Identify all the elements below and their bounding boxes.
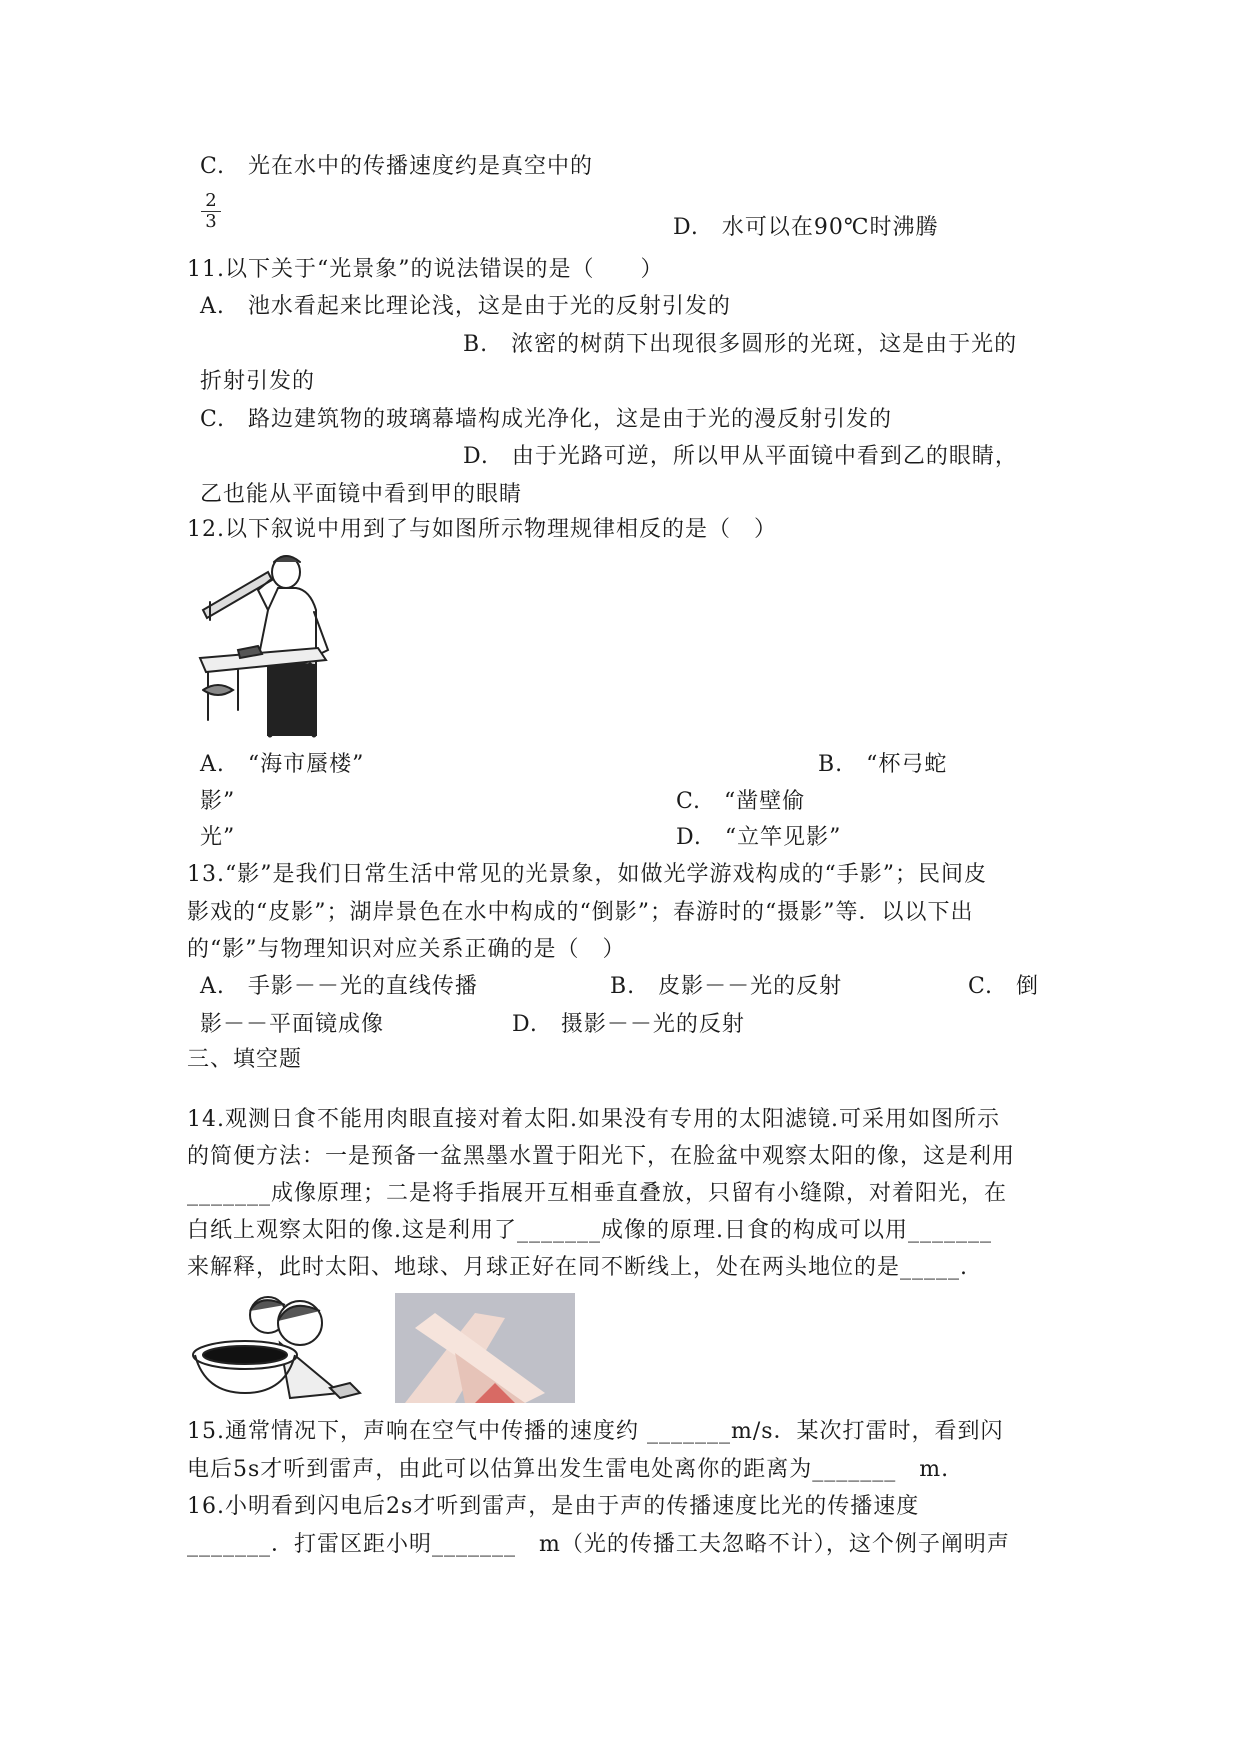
q12-stem: 12.以下叙说中用到了与如图所示物理规律相反的是（ ） [187, 517, 777, 542]
q13-option-c-cont: 影－－平面镜成像 [200, 1012, 385, 1037]
q16-stem-line1: 16.小明看到闪电后2s才听到雷声，是由于声的传播速度比光的传播速度 [187, 1494, 920, 1519]
q12-option-b-cont: 影” [200, 789, 236, 814]
q11-option-d: D. 由于光路可逆，所以甲从平面镜中看到乙的眼睛， [463, 444, 1018, 469]
crossed-hands-figure [395, 1293, 575, 1403]
q15-stem-line2: 电后5s才听到雷声，由此可以估算出发生雷电处离你的距离为_______ m. [187, 1457, 950, 1482]
q11-option-b: B. 浓密的树荫下出现很多圆形的光斑，这是由于光的 [463, 332, 1018, 357]
q11-option-b-cont: 折射引发的 [200, 369, 316, 394]
q10-option-c: C. 光在水中的传播速度约是真空中的 [200, 154, 594, 179]
q12-option-b: B. “杯弓蛇 [818, 752, 948, 777]
q16-stem-line2: _______．打雷区距小明_______ m（光的传播工夫忽略不计），这个例子阐明声 [187, 1532, 1010, 1557]
q14-stem-line5: 来解释，此时太阳、地球、月球正好在同不断线上，处在两头地位的是_____. [187, 1255, 968, 1280]
child-watching-basin-figure [190, 1293, 375, 1403]
q14-stem-line3: _______成像原理；二是将手指展开互相垂直叠放，只留有小缝隙，对着阳光，在 [187, 1181, 1008, 1206]
q11-stem: 11.以下关于“光景象”的说法错误的是（ ） [187, 257, 664, 282]
q14-stem-line1: 14.观测日食不能用肉眼直接对着太阳.如果没有专用的太阳滤镜.可采用如图所示 [187, 1107, 1000, 1132]
carpenter-sighting-figure [198, 550, 358, 740]
q10-option-d: D. 水可以在90℃时沸腾 [673, 215, 939, 240]
q13-stem-line3: 的“影”与物理知识对应关系正确的是（ ） [187, 937, 626, 962]
fraction-denominator: 3 [205, 211, 217, 232]
q12-option-d: D. “立竿见影” [676, 825, 842, 850]
q12-option-c: C. “凿壁偷 [676, 789, 806, 814]
q13-stem-line2: 影戏的“皮影”；湖岸景色在水中构成的“倒影”；春游时的“摄影”等．以以下出 [187, 900, 974, 925]
q13-option-a: A. 手影－－光的直线传播 [200, 974, 478, 999]
q12-option-a: A. “海市蜃楼” [200, 752, 365, 777]
fraction-numerator: 2 [205, 190, 217, 211]
q14-stem-line2: 的简便方法：一是预备一盆黑墨水置于阳光下，在脸盆中观察太阳的像，这是利用 [187, 1144, 1016, 1169]
q13-option-d: D. 摄影－－光的反射 [512, 1012, 745, 1037]
q11-option-d-cont: 乙也能从平面镜中看到甲的眼睛 [200, 482, 523, 507]
fraction-two-thirds [201, 192, 221, 231]
q11-option-c: C. 路边建筑物的玻璃幕墙构成光净化，这是由于光的漫反射引发的 [200, 407, 893, 432]
section-heading-fill-in: 三、填空题 [187, 1047, 303, 1072]
q14-stem-line4: 白纸上观察太阳的像.这是利用了_______成像的原理.日食的构成可以用_______ [187, 1218, 992, 1243]
q15-stem-line1: 15.通常情况下，声响在空气中传播的速度约 _______m/s．某次打雷时，看到闪 [187, 1419, 1004, 1444]
q13-option-b: B. 皮影－－光的反射 [610, 974, 843, 999]
q13-option-c: C. 倒 [968, 974, 1040, 999]
q13-stem-line1: 13.“影”是我们日常生活中常见的光景象，如做光学游戏构成的“手影”；民间皮 [187, 862, 987, 887]
q11-option-a: A. 池水看起来比理论浅，这是由于光的反射引发的 [200, 294, 731, 319]
q12-option-c-cont: 光” [200, 825, 236, 850]
